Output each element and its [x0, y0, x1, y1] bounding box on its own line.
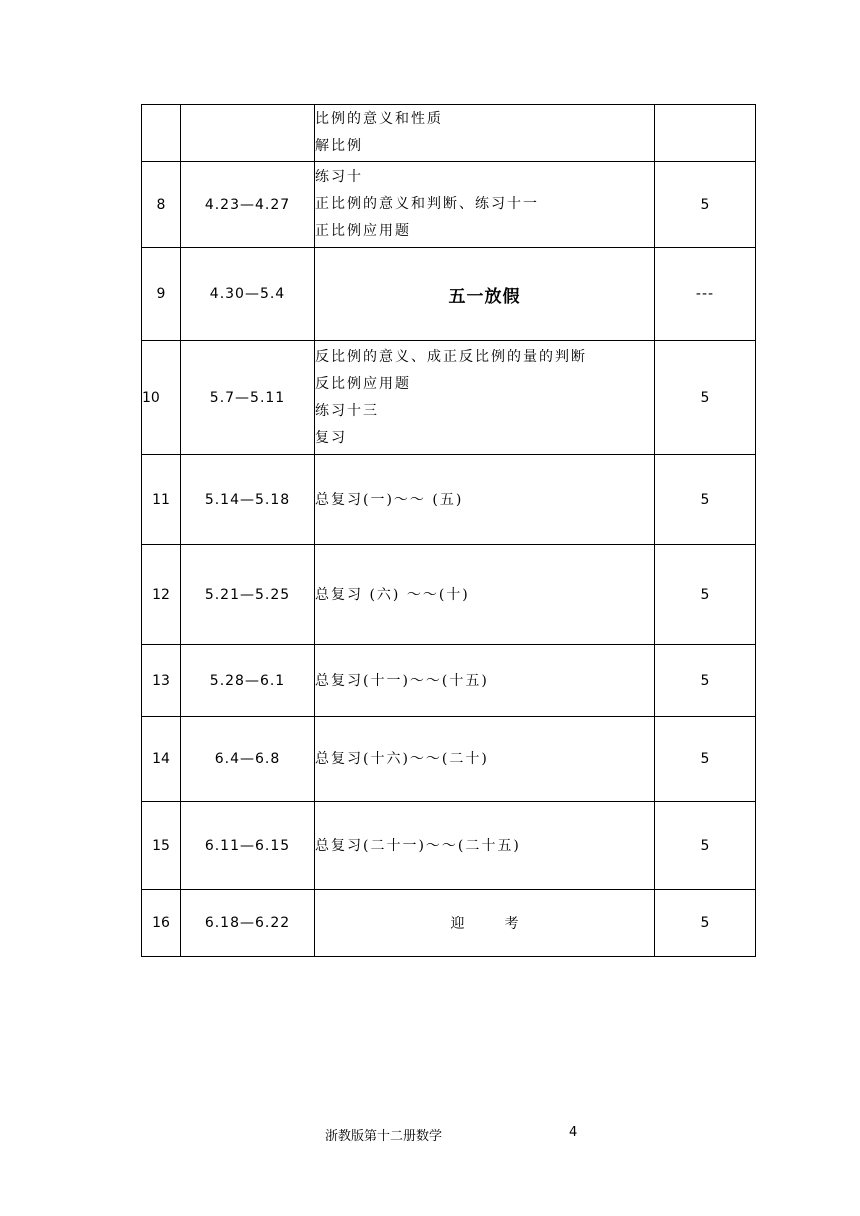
week-cell: 16	[142, 890, 181, 957]
content-cell	[315, 455, 655, 545]
exam-prep-char: 考	[504, 916, 519, 932]
content-cell	[315, 890, 655, 957]
content-line: 总复习 (六) ～～(十)	[315, 586, 470, 603]
content-line: 练习十三	[315, 402, 379, 419]
hours-cell: 5	[655, 717, 756, 802]
content-cell	[315, 545, 655, 645]
content-cell	[315, 802, 655, 890]
week-cell: 13	[142, 645, 181, 717]
hours-cell: 5	[655, 341, 756, 455]
exam-prep-char: 迎	[450, 916, 465, 932]
date-range-cell: 6.18—6.22	[181, 890, 315, 957]
content-cell	[315, 162, 655, 248]
date-range-cell: 4.23—4.27	[181, 162, 315, 248]
week-cell: 15	[142, 802, 181, 890]
hours-cell: 5	[655, 162, 756, 248]
date-range-cell: 5.21—5.25	[181, 545, 315, 645]
hours-cell	[655, 105, 756, 162]
content-line: 总复习(十六)～～(二十)	[315, 751, 489, 767]
table-row	[142, 717, 756, 802]
content-line: 总复习(十一)～～(十五)	[315, 672, 489, 689]
footer-book-title: 浙教版第十二册数学	[325, 1129, 443, 1144]
content-line: 比例的意义和性质	[315, 111, 443, 127]
date-range-cell: 5.28—6.1	[181, 645, 315, 717]
hours-cell: 5	[655, 645, 756, 717]
content-line: 正比例的意义和判断、练习十一	[315, 196, 539, 212]
table-row	[142, 890, 756, 957]
table-row	[142, 341, 756, 455]
week-cell: 10	[142, 341, 181, 455]
date-range-cell: 4.30—5.4	[181, 248, 315, 341]
hours-cell: 5	[655, 545, 756, 645]
date-range-cell	[181, 105, 315, 162]
content-line: 复习	[315, 429, 347, 446]
holiday-label: 五一放假	[448, 286, 521, 307]
table-row	[142, 455, 756, 545]
page-number: 4	[569, 1125, 578, 1140]
week-cell	[142, 105, 181, 162]
week-cell: 14	[142, 717, 181, 802]
content-line: 练习十	[315, 169, 363, 185]
hours-cell: 5	[655, 802, 756, 890]
content-cell	[315, 105, 655, 162]
content-line: 总复习(二十一)～～(二十五)	[315, 837, 521, 854]
week-cell: 9	[142, 248, 181, 341]
table-row	[142, 802, 756, 890]
hours-cell: 5	[655, 890, 756, 957]
content-cell	[315, 717, 655, 802]
week-cell: 8	[142, 162, 181, 248]
hours-cell: ---	[655, 248, 756, 341]
content-cell	[315, 248, 655, 341]
table-row	[142, 105, 756, 162]
content-line: 反比例应用题	[315, 375, 411, 392]
date-range-cell: 6.11—6.15	[181, 802, 315, 890]
table-row	[142, 545, 756, 645]
date-range-cell: 5.14—5.18	[181, 455, 315, 545]
table-row	[142, 248, 756, 341]
date-range-cell: 6.4—6.8	[181, 717, 315, 802]
week-cell: 11	[142, 455, 181, 545]
hours-cell: 5	[655, 455, 756, 545]
content-line: 反比例的意义、成正反比例的量的判断	[315, 348, 587, 365]
content-cell	[315, 341, 655, 455]
date-range-cell: 5.7—5.11	[181, 341, 315, 455]
content-line: 解比例	[315, 138, 363, 154]
table-row	[142, 162, 756, 248]
content-line: 正比例应用题	[315, 223, 411, 239]
table-row	[142, 645, 756, 717]
teaching-schedule-table	[141, 104, 756, 957]
content-cell	[315, 645, 655, 717]
week-cell: 12	[142, 545, 181, 645]
content-line: 总复习(一)～～ (五)	[315, 491, 464, 508]
